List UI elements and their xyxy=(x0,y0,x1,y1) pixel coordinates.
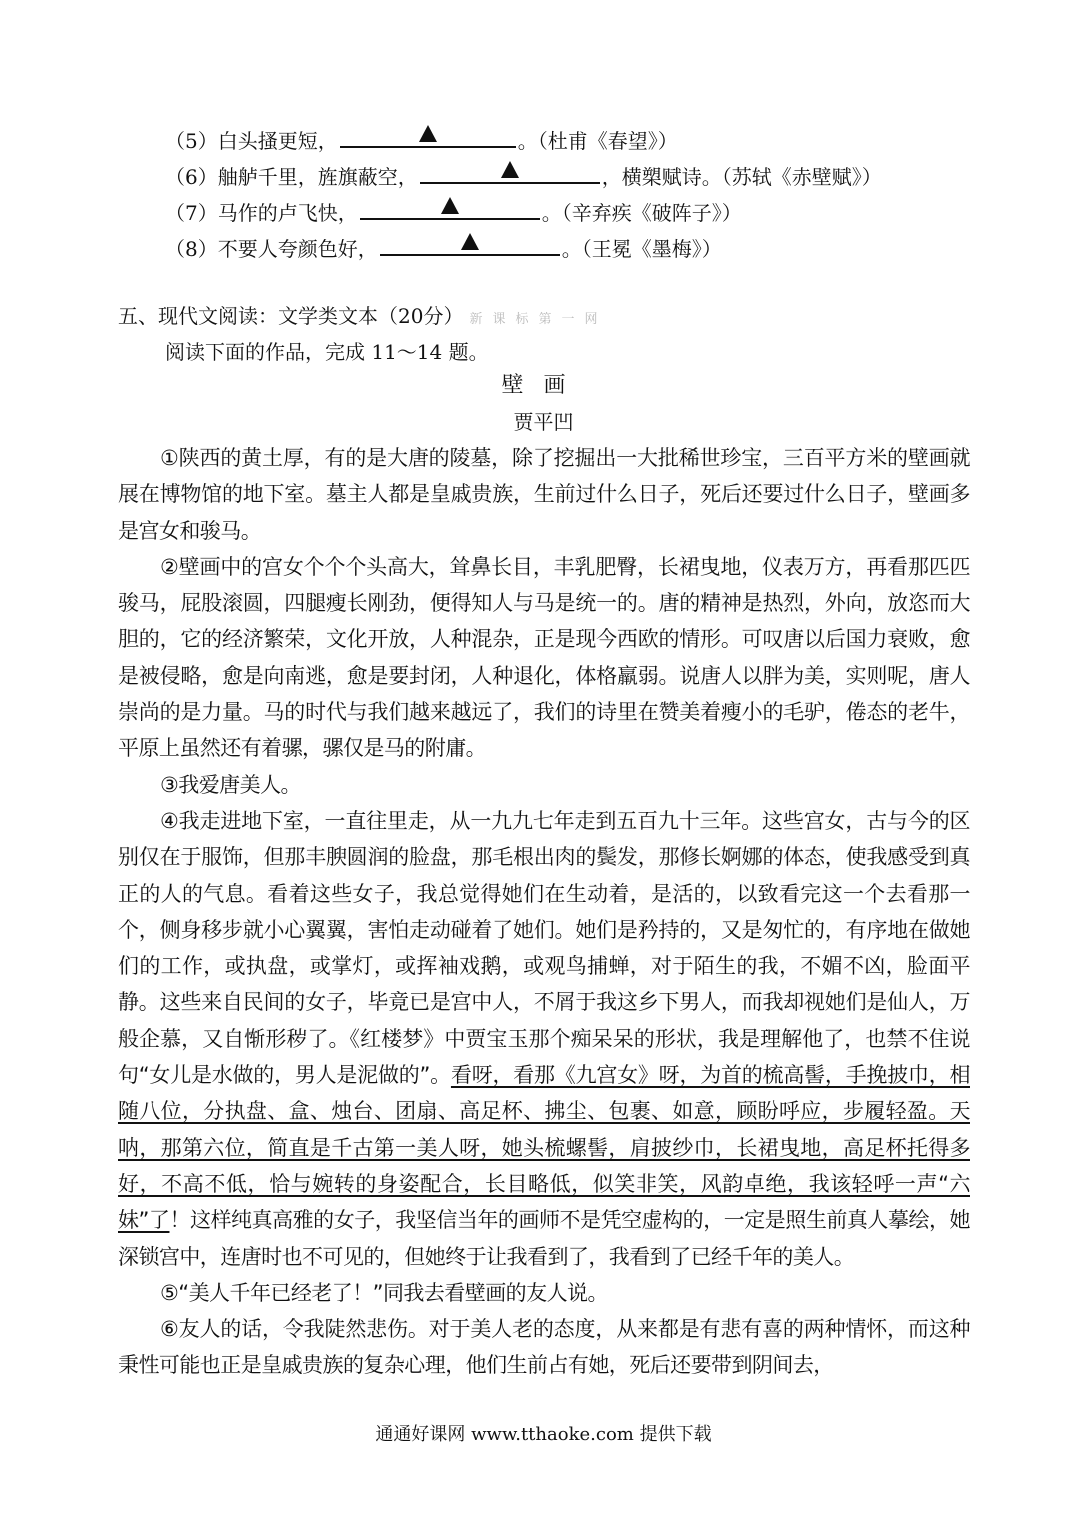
article-author: 贾平凹 xyxy=(513,410,574,434)
triangle-marker-icon xyxy=(461,233,479,250)
paragraph-5: ⑤“美人千年已经老了！”同我去看壁画的友人说。 xyxy=(160,1280,608,1305)
answer-blank[interactable] xyxy=(420,160,600,184)
article-body xyxy=(118,440,970,1384)
fill-item-source: ，横槊赋诗。（苏轼《赤壁赋》） xyxy=(601,165,882,189)
section-title: 五、现代文阅读：文学类文本（20分） xyxy=(118,304,464,328)
fill-item-text: （7）马作的卢飞快， xyxy=(165,201,358,225)
fill-item-5 xyxy=(165,124,678,155)
fill-item-text: （6）舳舻千里，旌旗蔽空， xyxy=(165,165,418,189)
answer-blank[interactable] xyxy=(380,232,560,256)
fill-item-source: 。（辛弃疾《破阵子》） xyxy=(541,201,742,225)
fill-item-8 xyxy=(165,232,722,263)
answer-blank[interactable] xyxy=(340,124,516,148)
fill-item-text: （5）白头搔更短， xyxy=(165,129,338,153)
paragraph-2: ②壁画中的宫女个个个头高大，耸鼻长目，丰乳肥臀，长裙曳地，仪表万方，再看那匹匹骏马，屁股滚圆，四腿瘦长刚劲，便得知人与马是统一的。唐的精神是热烈，外向，放恣而大胆的，它的经济繁荣，文化开放，人种混杂，正是现今西欧的情形。可叹唐以后国力衰败，愈是被侵略，愈是向南逃，愈是要封闭，人种退化，体格羸弱。说唐人以胖为美，实则呢，唐人崇尚的是力量。马的时代与我们越来越远了，我们的诗里在赞美着瘦小的毛驴，倦态的老牛，平原上虽然还有着骡，骡仅是马的附庸。 xyxy=(118,554,970,761)
paragraph-4 xyxy=(118,803,970,1275)
fill-item-6 xyxy=(165,160,882,191)
fill-item-text: （8）不要人夸颜色好， xyxy=(165,237,378,261)
paragraph-4-text: ④我走进地下室，一直往里走，从一九九七年走到五百九十三年。这些宫女，古与今的区别仅在于服饰，但那丰腴圆润的脸盘，那毛根出肉的鬓发，那修长婀娜的体态，使我感受到真正的人的气息。看着这些女子，我总觉得她们在生动着，是活的，以致看完这一个去看那一个，侧身移步就小心翼翼，害怕走动碰着了她们。她们是矜持的，又是匆忙的，有序地在做她们的工作，或执盘，或掌灯，或挥袖戏鹅，或观鸟捕蝉，对于陌生的我，不媚不凶，脸面平静。这些来自民间的女子，毕竟已是宫中人，不屑于我这乡下男人，而我却视她们是仙人，万般企慕，又自惭形秽了。《红楼梦》中贾宝玉那个痴呆呆的形状，我是理解他了，也禁不住说句“女儿是水做的，男人是泥做的”。 xyxy=(118,808,970,1088)
answer-blank[interactable] xyxy=(360,196,540,220)
paragraph-3: ③我爱唐美人。 xyxy=(160,772,301,797)
watermark-text: 新课标第一网 xyxy=(469,312,608,327)
paragraph-1: ①陕西的黄土厚，有的是大唐的陵墓，除了挖掘出一大批稀世珍宝，三百平方米的壁画就展在博物馆的地下室。墓主人都是皇戚贵族，生前过什么日子，死后还要过什么日子，壁画多是宫女和骏马。 xyxy=(118,446,970,543)
paragraph-6: ⑥友人的话，令我陡然悲伤。对于美人老的态度，从来都是有悲有喜的两种情怀，而这种秉性可能也正是皇戚贵族的复杂心理，他们生前占有她，死后还要带到阴间去， xyxy=(118,1317,970,1378)
fill-item-7 xyxy=(165,196,742,227)
fill-item-source: 。（王冕《墨梅》） xyxy=(561,237,722,261)
underlined-passage: 看呀，看那《九宫女》呀，为首的梳高髻，手挽披巾，相随八位，分执盘、盒、烛台、团扇、高足杯、拂尘、包裹、如意，顾盼呼应，步履轻盈。天呐，那第六位，简直是千古第一美人呀，她头梳螺髻，肩披纱巾，长裙曳地，高足杯托得多好，不高不低，恰与婉转的身姿配合，长目略低，似笑非笑，风韵卓绝，我该轻呼一声“六妹”了 xyxy=(118,1063,970,1233)
page-footer: 通通好课网 www.tthaoke.com 提供下载 xyxy=(375,1424,712,1445)
paragraph-4-tail: ！这样纯真高雅的女子，我坚信当年的画师不是凭空虚构的，一定是照生前真人摹绘，她深锁宫中，连唐时也不可见的，但她终于让我看到了，我看到了已经千年的美人。 xyxy=(118,1208,970,1269)
fill-item-source: 。（杜甫《春望》） xyxy=(517,129,678,153)
triangle-marker-icon xyxy=(441,197,459,214)
article-title: 壁画 xyxy=(501,373,586,398)
section-heading xyxy=(118,300,607,336)
triangle-marker-icon xyxy=(501,161,519,178)
triangle-marker-icon xyxy=(419,125,437,142)
reading-instruction: 阅读下面的作品，完成 11～14 题。 xyxy=(165,340,489,364)
